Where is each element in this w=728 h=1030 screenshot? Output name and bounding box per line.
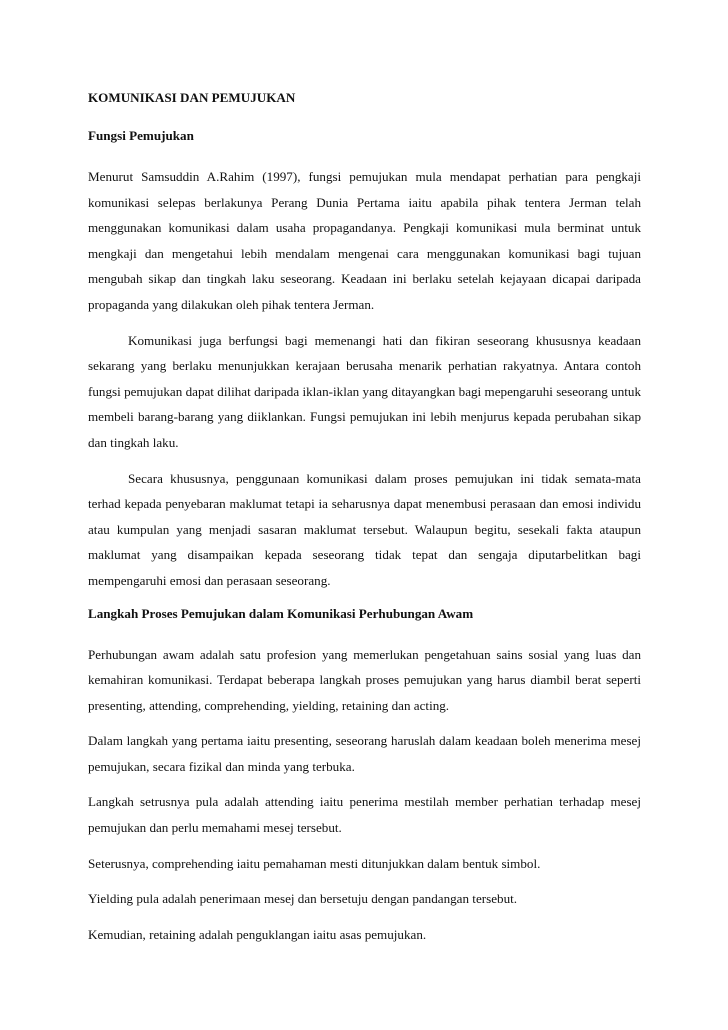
paragraph: Komunikasi juga berfungsi bagi memenangi hati dan fikiran seseorang khususnya keadaan sekarang yang berlaku menunjukkan kerajaan berusaha menarik perhatian rakyatnya. Antara contoh fungsi pemujukan dapat dilihat daripada iklan-iklan yang ditayangkan bagi mepengaruhi seseorang untuk membeli barang-barang yang diiklankan. Fungsi pemujukan ini lebih menjurus kepada perubahan sikap dan tingkah laku. bbox=[88, 332, 641, 450]
section-heading-langkah-proses: Langkah Proses Pemujukan dalam Komunikasi Perhubungan Awam bbox=[88, 605, 474, 621]
paragraph: Secara khususnya, penggunaan komunikasi dalam proses pemujukan ini tidak semata-mata terhad kepada penyebaran maklumat tetapi ia seharusnya dapat menembusi perasaan dan emosi individu atau kumpulan yang menjadi sasaran maklumat tersebut. Walaupun begitu, sesekali fakta ataupun maklumat yang disampaikan kepada seseorang tidak tepat dan sengaja diputarbelitkan bagi mempengaruhi emosi dan perasaan seseorang. bbox=[88, 470, 641, 588]
paragraph: Kemudian, retaining adalah penguklangan iaitu asas pemujukan. bbox=[88, 926, 427, 942]
document-title: KOMUNIKASI DAN PEMUJUKAN bbox=[88, 90, 296, 105]
paragraph: Yielding pula adalah penerimaan mesej dan bersetuju dengan pandangan tersebut. bbox=[88, 891, 518, 907]
paragraph: Langkah setrusnya pula adalah attending iaitu penerima mestilah member perhatian terhadap mesej pemujukan dan perlu memahami mesej tersebut. bbox=[88, 794, 641, 836]
paragraph: Seterusnya, comprehending iaitu pemahaman mesti ditunjukkan dalam bentuk simbol. bbox=[88, 855, 541, 871]
document-body bbox=[88, 88, 641, 957]
paragraph: Menurut Samsuddin A.Rahim (1997), fungsi pemujukan mula mendapat perhatian para pengkaji komunikasi selepas berlakunya Perang Dunia Pertama iaitu apabila pihak tentera Jerman telah menggunakan komunikasi dalam usaha propagandanya. Pengkaji komunikasi mula berminat untuk mengkaji dan mengetahui lebih mendalam mengenai cara menggunakan komunikasi bagi tujuan mengubah sikap dan tingkah laku seseorang. Keadaan ini berlaku setelah kejayaan dicapai daripada propaganda yang dilakukan oleh pihak tentera Jerman. bbox=[88, 169, 641, 312]
paragraph: Perhubungan awam adalah satu profesion yang memerlukan pengetahuan sains sosial yang luas dan kemahiran komunikasi. Terdapat beberapa langkah proses pemujukan yang harus diambil berat seperti presenting, attending, comprehending, yielding, retaining dan acting. bbox=[88, 646, 641, 713]
section-heading-fungsi-pemujukan: Fungsi Pemujukan bbox=[88, 128, 194, 143]
paragraph: Dalam langkah yang pertama iaitu presenting, seseorang haruslah dalam keadaan boleh menerima mesej pemujukan, secara fizikal dan minda yang terbuka. bbox=[88, 733, 641, 774]
